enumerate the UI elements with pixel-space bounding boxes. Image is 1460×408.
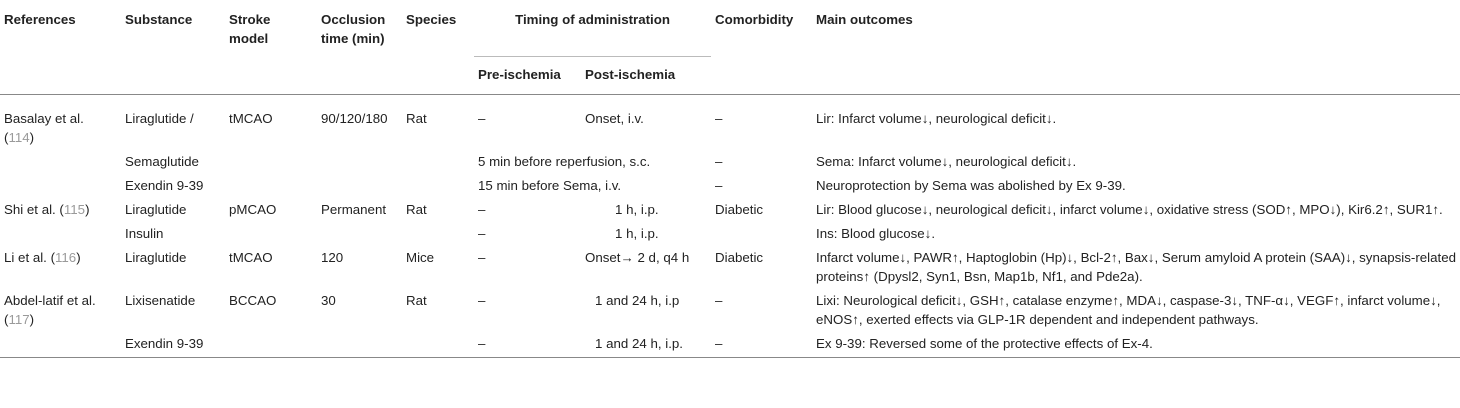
outcome-cell: Sema: Infarct volume↓, neurological deficit↓. [816,154,1077,169]
header-species: Species [406,12,457,27]
timing-span-cell: 5 min before reperfusion, s.c. [478,154,651,169]
post-cell: 1 and 24 h, i.p. [581,330,711,358]
pre-cell: – [478,202,486,217]
substance-cell: Liraglutide / [125,111,194,126]
ref-close: ) [76,250,81,265]
post-cell: 1 h, i.p. [615,202,659,217]
table-row [0,330,1460,358]
model-cell: tMCAO [229,250,273,265]
header-comorbidity: Comorbidity [715,12,794,27]
species-cell [402,148,474,172]
ref-link[interactable]: 116 [55,250,77,265]
header-main-outcomes: Main outcomes [816,12,913,27]
header-stroke-model: Stroke model [229,12,271,46]
substance-cell: Lixisenatide [125,293,196,308]
header-post-ischemia: Post-ischemia [581,57,711,95]
outcome-cell: Lir: Infarct volume↓, neurological deficit↓. [816,111,1057,126]
model-cell [225,148,317,172]
occlusion-cell: Permanent [321,202,387,217]
timing-span-cell: 15 min before Sema, i.v. [478,178,622,193]
substance-cell: Insulin [125,226,164,241]
occlusion-cell: 120 [321,250,344,265]
comorbidity-cell: – [715,111,723,126]
header-pre-ischemia: Pre-ischemia [474,57,581,95]
ref-link[interactable]: 117 [8,312,30,327]
table-row [0,220,1460,244]
outcome-cell: Ins: Blood glucose↓. [816,226,936,241]
species-cell: Rat [406,293,427,308]
comorbidity-cell: Diabetic [715,250,764,265]
ref-close: ) [29,130,35,145]
table-row [0,287,1460,330]
pre-cell: – [478,293,486,308]
ref-text: Basalay et al. ( [4,111,84,145]
header-references: References [4,12,76,27]
substance-cell: Liraglutide [125,250,187,265]
substance-cell: Liraglutide [125,202,187,217]
species-cell: Rat [406,111,427,126]
table-row [0,95,1460,149]
outcome-cell: Infarct volume↓, PAWR↑, Haptoglobin (Hp)↓, Bcl-2↑, Bax↓, Serum amyloid A protein (SAA)↓, synapsis-related proteins↑ (Dpysl2, Syn1, Bsn, Map1b, Nf1, and Pde2a). [816,250,1456,284]
post-cell: Onset, i.v. [585,111,644,126]
ref-cell [0,244,121,287]
occlusion-cell [317,172,402,196]
ref-close: ) [29,312,35,327]
outcome-cell: Lixi: Neurological deficit↓, GSH↑, catalase enzyme↑, MDA↓, caspase-3↓, TNF-α↓, VEGF↑, infarct volume↓, eNOS↑, exerted effects via GLP-1R dependent and independent pathways. [816,293,1441,327]
occlusion-cell [317,148,402,172]
occlusion-cell: 90/120/180 [321,111,388,126]
post-cell: 1 and 24 h, i.p [595,293,680,308]
header-occlusion-time: Occlusion time (min) [321,12,386,46]
outcome-cell: Lir: Blood glucose↓, neurological deficit↓, infarct volume↓, oxidative stress (SOD↑, MPO↓), Kir6.2↑, SUR1↑. [816,202,1443,217]
ref-text: Shi et al. ( [4,202,64,217]
outcome-cell: Neuroprotection by Sema was abolished by Ex 9-39. [816,178,1126,193]
ref-cell [0,172,121,196]
ref-link[interactable]: 115 [63,202,86,217]
pre-cell: – [478,111,486,126]
species-cell [402,172,474,196]
substance-cell: Exendin 9-39 [121,330,225,358]
table-row [0,244,1460,287]
model-cell [225,220,317,244]
ref-text: Abdel-latif et al. ( [4,293,96,327]
substance-cell: Semaglutide [125,154,199,169]
ref-link[interactable]: 114 [8,130,30,145]
occlusion-cell [317,220,402,244]
model-cell [225,172,317,196]
pre-cell: – [474,330,581,358]
comorbidity-cell: – [715,154,723,169]
comorbidity-cell: Diabetic [715,202,764,217]
ref-text: Li et al. ( [4,250,55,265]
header-timing [474,0,711,57]
header-substance: Substance [125,12,193,27]
ref-close: ) [85,202,90,217]
table-row [0,196,1460,220]
post-cell: Onset→ 2 d, q4 h [585,250,690,265]
ref-cell [0,95,121,149]
comorbidity-cell: – [715,293,723,308]
pre-cell: – [478,226,486,241]
model-cell [225,330,317,358]
comorbidity-cell: – [711,330,812,358]
outcome-cell: Ex 9-39: Reversed some of the protective effects of Ex-4. [812,330,1460,358]
species-cell: Rat [406,202,427,217]
comorbidity-cell [711,220,812,244]
occlusion-cell [317,330,402,358]
ref-cell [0,330,121,358]
ref-cell [0,220,121,244]
table-row [0,172,1460,196]
substance-cell: Exendin 9-39 [125,178,204,193]
table-row [0,148,1460,172]
model-cell: pMCAO [229,202,277,217]
model-cell: tMCAO [229,111,273,126]
species-cell: Mice [406,250,435,265]
ref-cell [0,196,121,220]
ref-cell [0,287,121,330]
comorbidity-cell: – [715,178,723,193]
species-cell [402,220,474,244]
header-timing-label: Timing of administration [515,12,670,27]
model-cell: BCCAO [229,293,277,308]
post-cell: 1 h, i.p. [615,226,659,241]
pre-cell: – [478,250,486,265]
occlusion-cell: 30 [321,293,336,308]
ref-cell [0,148,121,172]
species-cell [402,330,474,358]
